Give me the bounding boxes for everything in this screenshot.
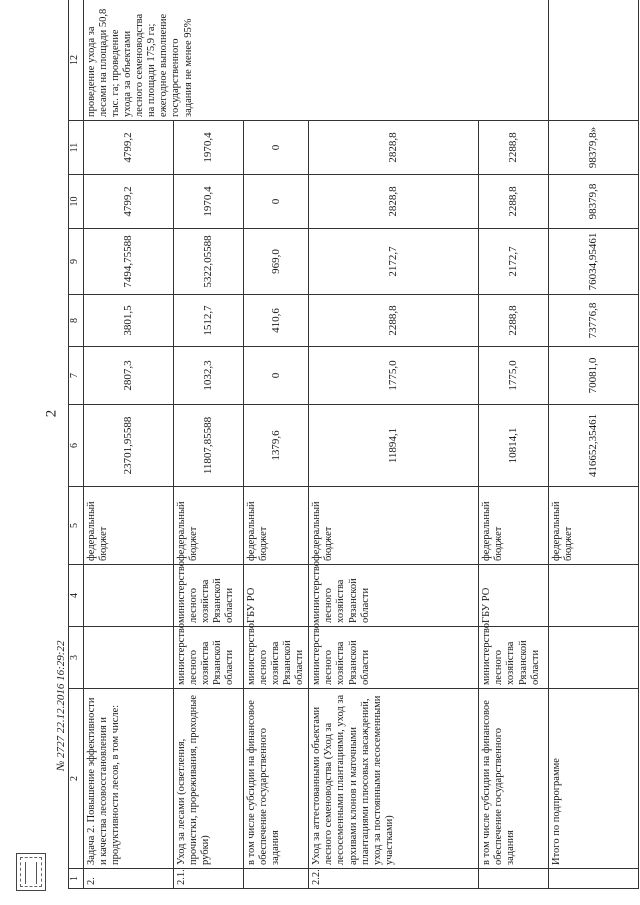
table-cell: 3801,5 <box>84 295 174 347</box>
table-cell: 1775,0 <box>309 347 479 405</box>
page-number: 2 <box>43 409 60 418</box>
table-cell: ГБУ РО <box>479 565 549 627</box>
column-header: 1 <box>69 869 84 889</box>
table-row <box>479 0 549 889</box>
table-cell: 70081,0 <box>549 347 639 405</box>
table-cell: 11894,1 <box>309 405 479 487</box>
table-cell: 0 <box>244 175 309 229</box>
header-row <box>69 0 84 889</box>
table-cell <box>244 869 309 889</box>
table-cell: 2288,8 <box>479 295 549 347</box>
table-cell: 1032,3 <box>174 347 244 405</box>
table-cell: федеральный бюджет <box>309 487 479 565</box>
table-cell: Итого по подпрограмме <box>549 689 639 869</box>
column-header: 12 <box>69 0 84 121</box>
table-cell: 7494,75588 <box>84 229 174 295</box>
table-cell: 1379,6 <box>244 405 309 487</box>
table-cell: 1775,0 <box>479 347 549 405</box>
table-cell: министерство лесного хозяйства Рязанской области <box>479 627 549 689</box>
table-cell: 2828,8 <box>309 121 479 175</box>
table-cell: федеральный бюджет <box>479 487 549 565</box>
column-header: 5 <box>69 487 84 565</box>
table-cell: 0 <box>244 121 309 175</box>
table-cell: 4799,2 <box>84 121 174 175</box>
table-row <box>309 0 479 889</box>
table-cell: 11807,85588 <box>174 405 244 487</box>
table-cell <box>479 869 549 889</box>
column-header: 4 <box>69 565 84 627</box>
table-cell <box>549 565 639 627</box>
table-cell: 2. <box>84 869 174 889</box>
table-cell: 0 <box>244 347 309 405</box>
column-header: 11 <box>69 121 84 175</box>
table-row <box>549 0 639 889</box>
column-header: 2 <box>69 689 84 869</box>
column-header: 6 <box>69 405 84 487</box>
table-cell: 23701,95588 <box>84 405 174 487</box>
table-cell: министерство лесного хозяйства Рязанской области <box>174 565 244 627</box>
column-header: 7 <box>69 347 84 405</box>
table-cell: 416652,35461 <box>549 405 639 487</box>
table-cell: федеральный бюджет <box>549 487 639 565</box>
table-cell: 2.2. <box>309 869 479 889</box>
table-row <box>244 0 309 889</box>
table-cell: 969,0 <box>244 229 309 295</box>
table-cell <box>84 627 174 689</box>
registration-stamp-icon <box>16 853 46 891</box>
table-cell: министерство лесного хозяйства Рязанской области <box>309 565 479 627</box>
table-cell: 98379,8 <box>549 175 639 229</box>
column-header: 10 <box>69 175 84 229</box>
column-header: 9 <box>69 229 84 295</box>
table-cell: 2172,7 <box>479 229 549 295</box>
registration-stamp-text: № 2727 22.12.2016 16:29:22 <box>55 640 67 771</box>
table-cell: 4799,2 <box>84 175 174 229</box>
table-cell <box>549 627 639 689</box>
table-cell: федеральный бюджет <box>174 487 244 565</box>
table-row <box>84 0 174 889</box>
table-cell: 410,6 <box>244 295 309 347</box>
table-cell: 2.1. <box>174 869 244 889</box>
table-cell: министерство лесного хозяйства Рязанской области <box>174 627 244 689</box>
column-header: 8 <box>69 295 84 347</box>
table-cell <box>84 565 174 627</box>
table-cell: в том числе субсидии на финансовое обеспечение государственного задания <box>244 689 309 869</box>
table-cell: 73776,8 <box>549 295 639 347</box>
table-cell: 5322,05588 <box>174 229 244 295</box>
program-table <box>68 0 639 889</box>
table-cell: ГБУ РО <box>244 565 309 627</box>
table-cell: в том числе субсидии на финансовое обеспечение государственного задания <box>479 689 549 869</box>
table-cell <box>549 0 639 121</box>
rotated-page <box>68 0 633 889</box>
table-cell: 2172,7 <box>309 229 479 295</box>
table-cell: 10814,1 <box>479 405 549 487</box>
table-cell: федеральный бюджет <box>244 487 309 565</box>
table-cell: федеральный бюджет <box>84 487 174 565</box>
table-row <box>174 0 244 889</box>
table-cell: 2828,8 <box>309 175 479 229</box>
table-cell: Уход за аттестованными объектами лесного семеноводства (Уход за лесосеменными плантациями, уход за архивами клонов и маточными плантациями плюсовых насаждений, уход за постоянными лесосеменными участками) <box>309 689 479 869</box>
table-cell: 2288,8 <box>309 295 479 347</box>
table-cell: Уход за лесами (осветления, прочистки, прореживания, проходные рубки) <box>174 689 244 869</box>
table-cell: 2288,8 <box>479 175 549 229</box>
table-cell: 2288,8 <box>479 121 549 175</box>
table-cell: 1970,4 <box>174 121 244 175</box>
table-cell: 76034,95461 <box>549 229 639 295</box>
table-cell: министерство лесного хозяйства Рязанской области <box>309 627 479 689</box>
table-cell: Задача 2. Повышение эффективности и качества лесовосстановления и продуктивности лесов, в том числе: <box>84 689 174 869</box>
table-cell <box>549 869 639 889</box>
table-cell-result: проведение ухода за лесами на площади 50,8 тыс. га; проведение ухода за объектами лесного семеноводства на площади 175,9 га; ежегодное выполнение государственного задания не менее 95% <box>84 0 549 121</box>
table-cell: 1970,4 <box>174 175 244 229</box>
column-header: 3 <box>69 627 84 689</box>
table-cell: 1512,7 <box>174 295 244 347</box>
table-cell: 2807,3 <box>84 347 174 405</box>
table-cell: 98379,8» <box>549 121 639 175</box>
table-cell: министерство лесного хозяйства Рязанской области <box>244 627 309 689</box>
